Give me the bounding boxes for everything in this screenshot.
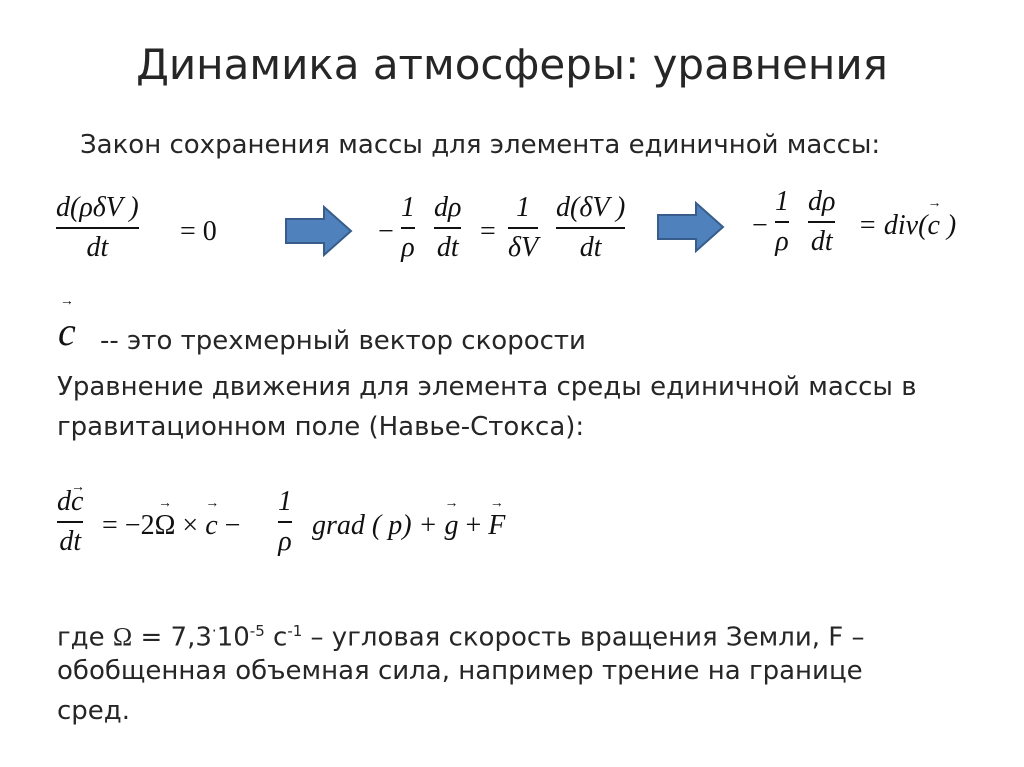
eq3-f1-den: ρ <box>775 225 789 257</box>
eq4-one-over-rho <box>278 486 292 558</box>
eq2-fraction-2 <box>434 192 461 264</box>
note-prefix: где <box>57 622 113 653</box>
mass-law-heading: Закон сохранения массы для элемента единичной массы: <box>80 130 881 160</box>
eq1-rhs: = 0 <box>180 216 217 247</box>
eq2-f3-den: δV <box>508 231 539 263</box>
eq3-rhs-pre: = div( <box>858 210 928 241</box>
note-value: = 7,3 <box>132 622 212 653</box>
eq4-d: d <box>57 486 71 517</box>
note-exp-2: -1 <box>287 622 303 640</box>
eq4-vector-c-2: → c <box>205 510 217 542</box>
eq1-fraction <box>56 192 139 264</box>
motion-heading-line-2: гравитационном поле (Навье-Стокса): <box>57 412 585 442</box>
eq2-minus: − <box>378 216 394 247</box>
right-arrow-icon <box>284 205 354 257</box>
note-line-3: сред. <box>57 696 131 726</box>
eq4-rhs-part1 <box>102 510 240 542</box>
eq2-fraction-3 <box>508 192 538 264</box>
eq2-f1-den: ρ <box>401 231 415 263</box>
eq2-f1-num: 1 <box>401 192 415 223</box>
eq3-f1-bar <box>775 221 789 223</box>
eq4-lhs-bar <box>57 521 83 523</box>
eq4-lhs-den: dt <box>59 525 82 557</box>
eq2-f1-bar <box>401 227 415 229</box>
eq4-plus: + <box>458 510 489 541</box>
eq4-f-num: 1 <box>278 486 292 517</box>
eq2-fraction-4 <box>556 192 625 264</box>
note-unit: с <box>264 622 288 653</box>
eq3-f2-den: dt <box>810 225 833 257</box>
eq2-f4-bar <box>556 227 625 229</box>
velocity-vector-symbol <box>58 308 76 355</box>
eq3-fraction-1 <box>775 186 789 258</box>
eq3-f2-num: dρ <box>808 186 836 217</box>
note-exp-1: -5 <box>249 622 265 640</box>
eq2-f2-den: dt <box>436 231 459 263</box>
eq3-f2-bar <box>808 221 835 223</box>
note-line-1 <box>57 612 864 657</box>
eq4-vector-F: → F <box>488 510 505 542</box>
eq2-f3-num: 1 <box>516 192 531 223</box>
note-line-2: обобщенная объемная сила, например трение на границе <box>57 656 863 686</box>
vector-c: → c <box>58 308 76 355</box>
eq1-denominator: dt <box>86 231 109 263</box>
eq4-times: × <box>175 510 206 541</box>
note-dot: · <box>211 622 217 640</box>
eq3-f1-num: 1 <box>775 186 789 217</box>
motion-heading-line-1: Уравнение движения для элемента среды единичной массы в <box>57 372 917 402</box>
eq1-fraction-bar <box>56 227 139 229</box>
eq4-lhs-num <box>57 486 83 518</box>
eq2-f4-num: d(δV ) <box>556 192 626 223</box>
eq2-equals: = <box>480 216 496 247</box>
note-suffix: – угловая скорость вращения Земли, F – <box>302 622 865 653</box>
eq4-f-bar <box>278 521 292 523</box>
eq4-f-den: ρ <box>278 525 292 557</box>
eq4-omega: → Ω <box>155 510 176 542</box>
velocity-vector-note: -- это трехмерный вектор скорости <box>100 326 586 356</box>
eq3-fraction-2 <box>808 186 835 258</box>
eq3-minus: − <box>752 210 768 241</box>
eq4-minus: − <box>217 510 241 541</box>
eq4-grad: grad ( p) + <box>312 510 445 541</box>
note-omega: Ω <box>112 622 133 652</box>
eq1-numerator: d(ρδV ) <box>56 192 139 223</box>
eq2-f2-num: dρ <box>434 192 462 223</box>
right-arrow-icon <box>656 201 726 253</box>
eq3-velocity-vector: → c <box>927 210 939 242</box>
eq3-rhs-post: ) <box>939 210 957 241</box>
eq2-fraction-1 <box>401 192 415 264</box>
eq2-f3-bar <box>508 227 538 229</box>
eq2-f2-bar <box>434 227 461 229</box>
note-ten: 10 <box>216 622 250 653</box>
eq4-vector-c: → c <box>71 486 83 518</box>
eq4-equals: = −2 <box>102 510 155 541</box>
slide-title: Динамика атмосферы: уравнения <box>136 40 888 89</box>
eq2-f4-den: dt <box>579 231 602 263</box>
eq4-lhs-fraction <box>57 486 83 558</box>
eq4-vector-g: → g <box>444 510 458 542</box>
eq4-rhs-part2 <box>312 510 505 542</box>
eq3-rhs <box>858 210 956 242</box>
